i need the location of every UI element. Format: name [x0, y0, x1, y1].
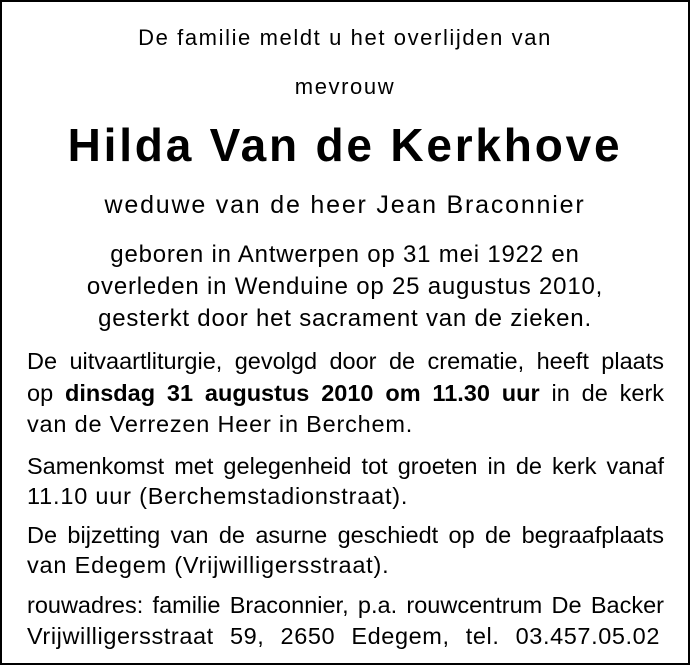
intro-line: De familie meldt u het overlijden van: [138, 25, 552, 50]
funeral-line-prefix: op: [27, 379, 54, 406]
interment-line: van Edegem (Vrijwilligersstraat).: [27, 552, 390, 578]
funeral-line: van de Verrezen Heer in Berchem.: [27, 411, 414, 437]
birth-line: geboren in Antwerpen op 31 mei 1922 en: [110, 241, 580, 268]
relation-line: weduwe van de heer Jean Braconnier: [104, 191, 586, 219]
funeral-line: [27, 378, 664, 410]
gathering-line: Samenkomst met gelegenheid tot groeten in de kerk vanaf: [27, 453, 664, 479]
address-line: Vrijwilligersstraat 59, 2650 Edegem, tel. 03.457.05.02: [27, 623, 661, 649]
gathering-line: 11.10 uur (Berchemstadionstraat).: [27, 483, 409, 509]
interment-line: De bijzetting van de asurne geschiedt op de begraafplaats: [27, 522, 664, 548]
life-details: [2, 239, 688, 335]
funeral-date-time: dinsdag 31 augustus 2010 om 11.30 uur: [65, 379, 540, 406]
interment-paragraph: [27, 520, 664, 580]
address-line: rouwadres: familie Braconnier, p.a. rouwcentrum De Backer: [27, 592, 664, 618]
funeral-line-suffix: in de kerk: [551, 379, 665, 406]
address-paragraph: [27, 590, 664, 652]
salutation: mevrouw: [294, 74, 396, 99]
death-line: overleden in Wenduine op 25 augustus 2010,: [86, 273, 604, 300]
gathering-paragraph: [27, 451, 664, 511]
funeral-paragraph: [27, 346, 664, 441]
funeral-line: De uitvaartliturgie, gevolgd door de crematie, heeft plaats: [27, 348, 664, 374]
sacrament-line: gesterkt door het sacrament van de zieken.: [98, 305, 592, 332]
deceased-name: Hilda Van de Kerkhove: [67, 119, 623, 171]
